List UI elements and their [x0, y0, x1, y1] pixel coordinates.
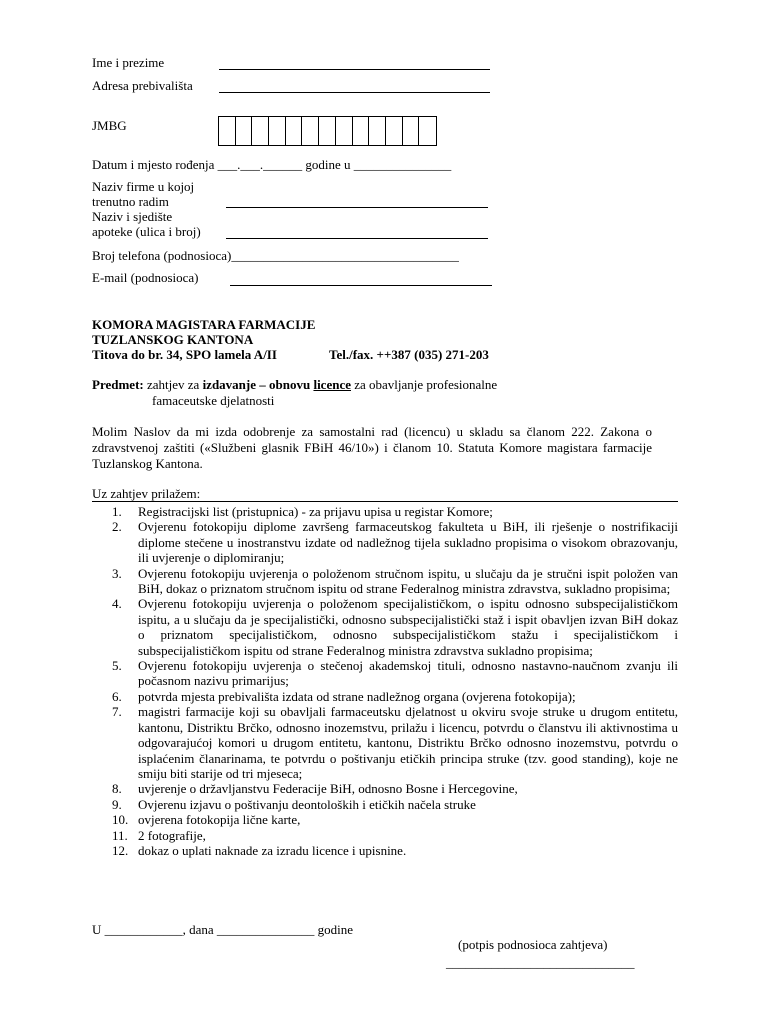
attachment-item — [92, 566, 678, 597]
attachment-text: dokaz o uplati naknade za izradu licence i upisnine. — [138, 842, 407, 858]
firm-field[interactable] — [226, 193, 488, 208]
attachment-number: 2. — [112, 519, 122, 535]
attachment-number: 12. — [112, 842, 129, 858]
firm-label-1: Naziv firme u kojoj — [92, 179, 195, 194]
pharmacy-label-2: apoteke (ulica i broj) — [92, 224, 201, 239]
attachment-item — [92, 596, 678, 658]
attachments-heading: Uz zahtjev prilažem: — [92, 486, 201, 501]
attachment-number: 1. — [112, 504, 122, 519]
jmbg-cell[interactable] — [353, 117, 370, 145]
phone-label: Broj telefona (podnosioca)___________________________________ — [92, 248, 459, 263]
jmbg-cell[interactable] — [386, 117, 403, 145]
attachment-item — [92, 658, 678, 689]
jmbg-cell[interactable] — [369, 117, 386, 145]
attachment-text: magistri farmacije koji su obavljali farmaceutsku djelatnost u okviru svoje struke u drugom entitetu, kantonu, Distriktu Brčko, odnosno inozemstvu, prilažu i licencu, potvrdu o članstvu ili aktivnostima u odgovarajućoj komori u drugom entitetu, kantonu, Distriktu Brčko odnosno inozemstvu, potvrdu o isplaćenim članarinama, te potvrdu o poštivanju etičkih principa struke (tzv. good standing), koje ne smiju biti starije od tri mjeseca; — [138, 704, 678, 781]
attachment-text: Ovjerenu izjavu o poštivanju deontoloških i etičkih načela struke — [138, 796, 476, 812]
attachment-item — [92, 689, 678, 704]
signature-label: (potpis podnosioca zahtjeva) — [458, 937, 608, 952]
attachment-item — [92, 504, 678, 519]
jmbg-cell[interactable] — [302, 117, 319, 145]
name-label: Ime i prezime — [92, 55, 165, 70]
attachments-list — [92, 504, 678, 858]
attachment-text: 2 fotografije, — [138, 827, 206, 843]
recipient-address: Titova do br. 34, SPO lamela A/II — [92, 347, 277, 362]
attachment-item — [92, 797, 678, 812]
subject-label: Predmet: — [92, 377, 144, 392]
attachment-number: 8. — [112, 781, 122, 797]
address-field[interactable] — [219, 78, 490, 93]
jmbg-cell[interactable] — [319, 117, 336, 145]
attachment-number: 6. — [112, 688, 122, 704]
firm-label-2: trenutno radim — [92, 194, 169, 209]
jmbg-cell[interactable] — [252, 117, 269, 145]
request-paragraph: Molim Naslov da mi izda odobrenje za samostalni rad (licencu) u skladu sa članom 222. Zakona o zdravstvenoj zaštiti («Službeni glasnik FBiH 46/10») i članom 10. Statuta Komore magistara farmacije Tuzlanskog Kantona. — [92, 424, 652, 471]
pharmacy-field[interactable] — [226, 224, 488, 239]
subject-licence: licence — [313, 377, 351, 392]
recipient-contact: Tel./fax. ++387 (035) 271-203 — [329, 347, 489, 362]
attachment-text: Registracijski list (pristupnica) - za prijavu upisa u registar Komore; — [138, 504, 493, 519]
attachment-text: uvjerenje o državljanstvu Federacije BiH, odnosno Bosne i Hercegovine, — [138, 781, 518, 797]
email-label: E-mail (podnosioca) — [92, 270, 199, 285]
attachment-number: 5. — [112, 658, 122, 674]
attachment-item — [92, 812, 678, 827]
jmbg-cell[interactable] — [236, 117, 253, 145]
address-label: Adresa prebivališta — [92, 78, 193, 93]
attachment-number: 11. — [112, 827, 128, 843]
attachment-text: ovjerena fotokopija lične karte, — [138, 812, 301, 828]
attachment-number: 3. — [112, 565, 122, 581]
attachment-item — [92, 519, 678, 565]
divider — [92, 501, 678, 502]
place-date-line: U ____________, dana _______________ godine — [92, 922, 354, 937]
email-field[interactable] — [230, 271, 492, 286]
signature-line[interactable]: _____________________________ — [446, 955, 635, 970]
attachment-text: Ovjerenu fotokopiju uvjerenja o položenom stručnom ispitu, u slučaju da je stručni ispit položen van BiH, dokaz o priznatom stručnom ispitu od strane Federalnog ministra zdravstva, sukladno propisima; — [138, 565, 678, 597]
jmbg-cell[interactable] — [219, 117, 236, 145]
pharmacy-label-1: Naziv i sjedište — [92, 209, 173, 224]
jmbg-cell[interactable] — [269, 117, 286, 145]
subject-line-2: famaceutske djelatnosti — [152, 393, 275, 408]
jmbg-boxes[interactable] — [218, 116, 437, 146]
attachment-text: Ovjerenu fotokopiju uvjerenja o stečenoj akademskoj tituli, odnosno nastavno-naučnom zvanju ili počasnom nazivu primarijus; — [138, 658, 678, 689]
name-field[interactable] — [219, 55, 490, 70]
jmbg-label: JMBG — [92, 118, 127, 133]
attachment-number: 9. — [112, 796, 122, 812]
attachment-text: Ovjerenu fotokopiju uvjerenja o položenom specijalističkom, o ispitu odnosno subspecijalističkom ispitu, a u slučaju da je specijalistički, odnosno subspecijalistički staž i ispit obavljen izvan BiH dokaz o priznatom specijalističkom, odnosno subspecijalističkom stažu i specijalističkom i subspecijalističkom ispitu od strane Federalnog ministra zdravstva sukladno propisima; — [138, 596, 678, 658]
attachment-number: 7. — [112, 704, 122, 720]
attachment-item — [92, 781, 678, 796]
recipient-line-1: KOMORA MAGISTARA FARMACIJE — [92, 317, 316, 332]
attachment-number: 10. — [112, 812, 129, 828]
recipient-line-2: TUZLANSKOG KANTONA — [92, 332, 254, 347]
subject-text-a: zahtjev za — [143, 377, 203, 392]
jmbg-cell[interactable] — [403, 117, 420, 145]
jmbg-cell[interactable] — [286, 117, 303, 145]
attachment-item — [92, 843, 678, 858]
attachment-text: Ovjerenu fotokopiju diplome završeng farmaceutskog fakulteta u BiH, ili rješenje o nostrifikaciji diplome stečene u inostranstvu izdate od nadležnog tijela sukladno propisima o visokom obrazovanju, ili uvjerenje o diplomiranju; — [138, 519, 678, 566]
subject-emphasis: izdavanje – obnovu — [202, 377, 311, 392]
jmbg-cell[interactable] — [419, 117, 436, 145]
attachment-text: potvrda mjesta prebivališta izdata od strane nadležnog organa (ovjerena fotokopija); — [138, 688, 576, 704]
jmbg-cell[interactable] — [336, 117, 353, 145]
subject-text-e: za obavljanje profesionalne — [351, 377, 498, 392]
subject-line — [92, 377, 497, 392]
dob-label: Datum i mjesto rođenja ___.___.______ godine u _______________ — [92, 157, 452, 172]
attachment-item — [92, 704, 678, 781]
attachment-number: 4. — [112, 596, 122, 612]
attachment-item — [92, 828, 678, 843]
